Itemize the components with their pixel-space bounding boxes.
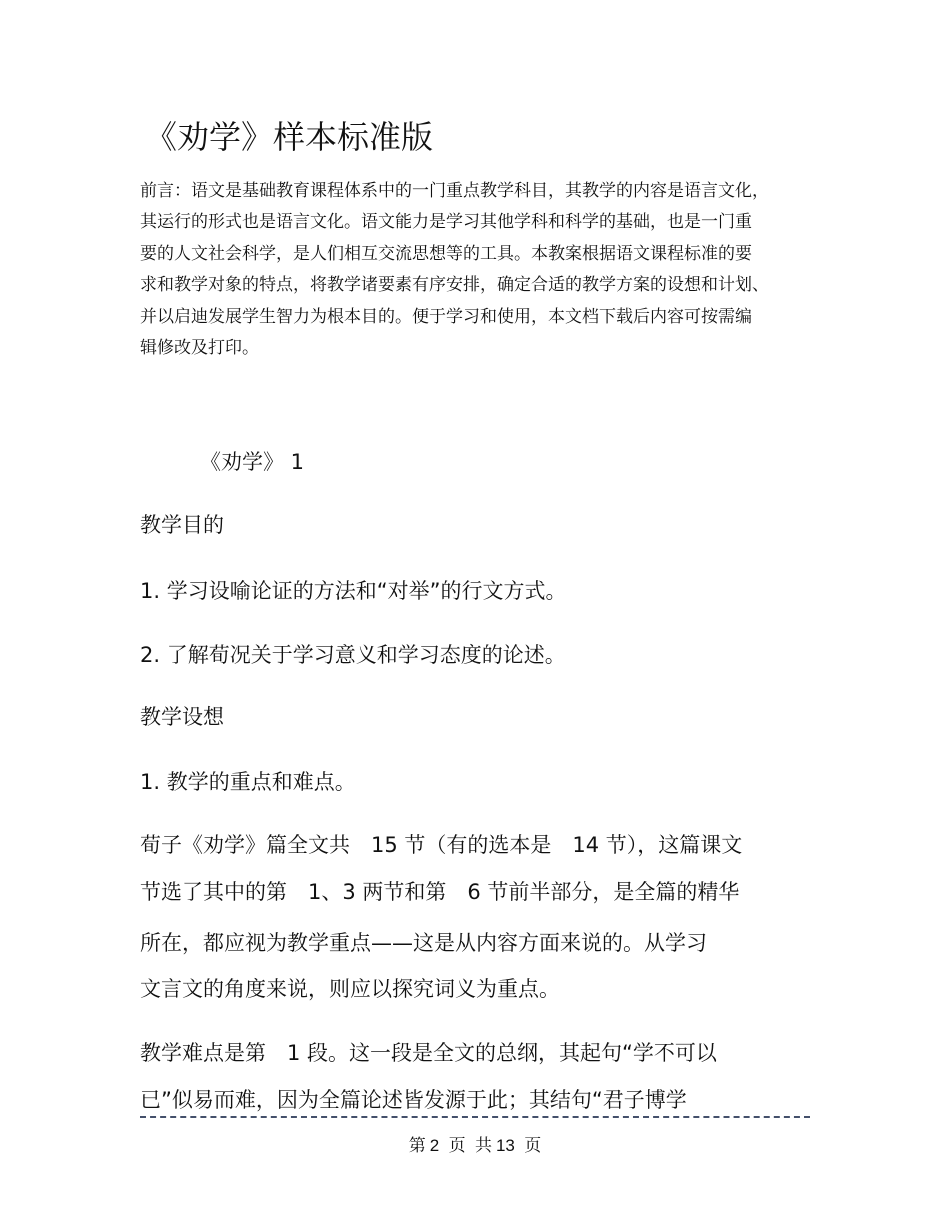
design-point-1: 1. 教学的重点和难点。 [140,770,356,794]
section-heading-design: 教学设想 [140,705,224,729]
preface-line: 并以启迪发展学生智力为根本目的。便于学习和使用，本文档下载后内容可按需编 [140,306,752,327]
body-paragraph-line: 所在，都应视为教学重点——这是从内容方面来说的。从学习 [140,931,707,955]
body-paragraph-line: 荀子《劝学》篇全文共 15 节（有的选本是 14 节），这篇课文 [140,833,743,857]
footer-prefix: 第 [408,1136,426,1156]
footer-suffix: 页 [524,1136,542,1156]
section-heading-goals: 教学目的 [140,513,224,537]
footer-total-pages: 13 [495,1136,515,1155]
preface-line: 其运行的形式也是语言文化。语文能力是学习其他学科和科学的基础，也是一门重 [140,212,752,233]
page-divider [140,1116,810,1118]
document-title: 《劝学》样本标准版 [145,118,434,156]
footer-page-number: 2 [429,1136,440,1155]
body-paragraph-line: 文言文的角度来说，则应以探究词义为重点。 [140,977,560,1001]
body-paragraph-line: 节选了其中的第 1、3 两节和第 6 节前半部分，是全篇的精华 [140,880,740,904]
preface-line: 辑修改及打印。 [140,338,259,359]
preface-line: 前言：语文是基础教育课程体系中的一门重点教学科目，其教学的内容是语言文化， [140,181,769,201]
preface-line: 要的人文社会科学，是人们相互交流思想等的工具。本教案根据语文课程标准的要 [140,243,752,264]
body-paragraph-line: 教学难点是第 1 段。这一段是全文的总纲，其起句“学不可以 [140,1041,717,1065]
page-footer [0,1131,950,1156]
lesson-heading: 《劝学》 1 [200,450,305,474]
body-paragraph-line: 已”似易而难，因为全篇论述皆发源于此；其结句“君子博学 [140,1088,687,1112]
goal-item-2: 2. 了解荀况关于学习意义和学习态度的论述。 [140,643,566,667]
preface-paragraph [140,176,780,364]
goal-item-1: 1. 学习设喻论证的方法和“对举”的行文方式。 [140,579,567,603]
footer-page-word: 页 [448,1136,466,1156]
footer-total-word: 共 [474,1136,492,1156]
preface-line: 求和教学对象的特点，将教学诸要素有序安排，确定合适的教学方案的设想和计划、 [140,275,769,296]
